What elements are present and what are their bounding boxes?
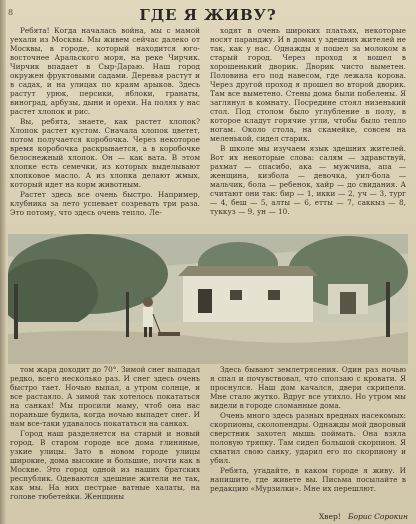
boy-shirt	[143, 307, 153, 327]
paragraph: Очень много здесь разных вредных насекомых: скорпионы, сколопендры. Однажды мой дворовый сверстник захотел мышь поймать. Она взяла половую тряпку. Там сидел большой скорпион. Я схватил свою санку, ударил его по скорпиону и убил.	[210, 411, 406, 465]
paragraph: ходят в очень широких платьях, некоторые носят паранджу. И в домах у здешних жителей не так, как у нас. Однажды я пошел за молоком в старый город. Через проход я вошел в хорошенький дворик. Дворик чисто выметен. Половина его под навесом, где лежала корова. Через другой проход я прошел во второй дворик. Там все выметено. Стены дома были побелены. Я заглянул в комнату. Посредине стоял низенький стол. Под столом было углубление в полу, в которое кладут горячие угли, чтобы было тепло ногам. Около стола, на скамейке, совсем на меленькой, сидел старик.	[210, 26, 406, 143]
column-right-bottom	[210, 365, 406, 505]
house-roof	[178, 266, 318, 276]
column-left-top	[10, 26, 200, 246]
tree-trunk	[126, 292, 129, 337]
gate-opening	[340, 292, 356, 314]
tree-trunk	[14, 284, 18, 339]
column-left-bottom	[10, 365, 200, 523]
house-window	[230, 290, 242, 300]
paragraph: Ребята! Когда началась война, мы с мамой уехали из Москвы. Мы живем сейчас далеко от Москвы, в городе, который находится юго-восточнее Аральского моря, на реке Чирчик. Чирчик впадает в Сыр-Дарью. Наш город окружен фруктовыми садами. Деревья растут и в садах, и на улицах по краям арыков. Здесь растут урюк, персики, яблоки, гранаты, виноград, арбузы, дыни и орехи. На полях у нас растет хлопок и рис.	[10, 26, 200, 116]
house-door	[198, 289, 212, 313]
boy-leg	[144, 327, 147, 337]
paragraph: В школе мы изучаем язык здешних жителей. Вот их некоторые слова: салям — здравствуй, рахмат — спасибо, ака — мужчина, апа — женщина, кизбола — девочка, уил-бола — мальчик, бола — ребенок, хайр — до свидания. А считают они так: бир — 1, икки — 2, уч — 3, тург — 4, беш — 5, алты — 6, етты — 7, саккыз — 8, туккуз — 9, ун — 10.	[210, 144, 406, 216]
tree-trunk	[386, 282, 390, 337]
paragraph: Ребята, угадайте, в каком городе я живу. И напишите, где живете вы. Письма посылайте в редакцию «Мурзилки». Мне их перешлют.	[210, 466, 406, 493]
author-signature	[228, 512, 408, 521]
paragraph: Вы, ребята, знаете, как растет хлопок? Хлопок растет кустом. Сначала хлопок цветет, потом получается коробочка. Через некоторое время коробочка раскрывается, а в коробочке белоснежный хлопок. Он — как вата. В этом хлопке есть семечки, из которых выделывают хлопковое масло. А из хлопка делают жмых, который идет на корм животным.	[10, 117, 200, 189]
courtyard-illustration	[8, 234, 408, 364]
boy-leg	[149, 327, 152, 337]
page-number: 8	[8, 8, 14, 17]
page-fold-shadow	[0, 0, 6, 524]
house-window	[268, 290, 280, 300]
paragraph: Здесь бывают землетрясения. Один раз ночью я спал и почувствовал, что сползаю с кровати. Я проснулся. Наш дом качался, двери скрипели. Мне стало жутко. Вдруг все утихло. Но утром мы видели в городе сломанные дома.	[210, 365, 406, 410]
column-right-top	[210, 26, 406, 246]
paragraph: Город наш разделяется на старый и новый город. В старом городе все дома глиняные, узкие улицы. Зато в новом городе улицы широкие, дома высокие и большие, почти как в Москве. Это город одной из наших братских республик. Одеваются здешние жители не так, как мы. На них пестрые ватные халаты, на голове тюбетейки. Женщины	[10, 429, 200, 501]
paragraph: том жара доходит до 70°. Зимой снег выпадал редко, всего несколько раз. И снег здесь очень быстро тает. Ночью выпал, а утром солнце, и все растаяло. А зимой так хотелось покататься на санках! Мы просили маму, чтоб она нас пораньше будила, когда ночью выпадет снег. И нам все-таки удавалось покататься на санках.	[10, 365, 200, 428]
page-title: ГДЕ Я ЖИВУ?	[139, 6, 277, 24]
signature-place: Хвер!	[318, 512, 341, 521]
paragraph: Растет здесь все очень быстро. Например, клубника за лето успевает созревать три раза. Это потому, что здесь очень тепло. Ле-	[10, 190, 200, 217]
signature-author: Борис Сорокин	[347, 512, 408, 521]
boy-head-icon	[143, 297, 153, 307]
sled-icon	[158, 332, 180, 336]
